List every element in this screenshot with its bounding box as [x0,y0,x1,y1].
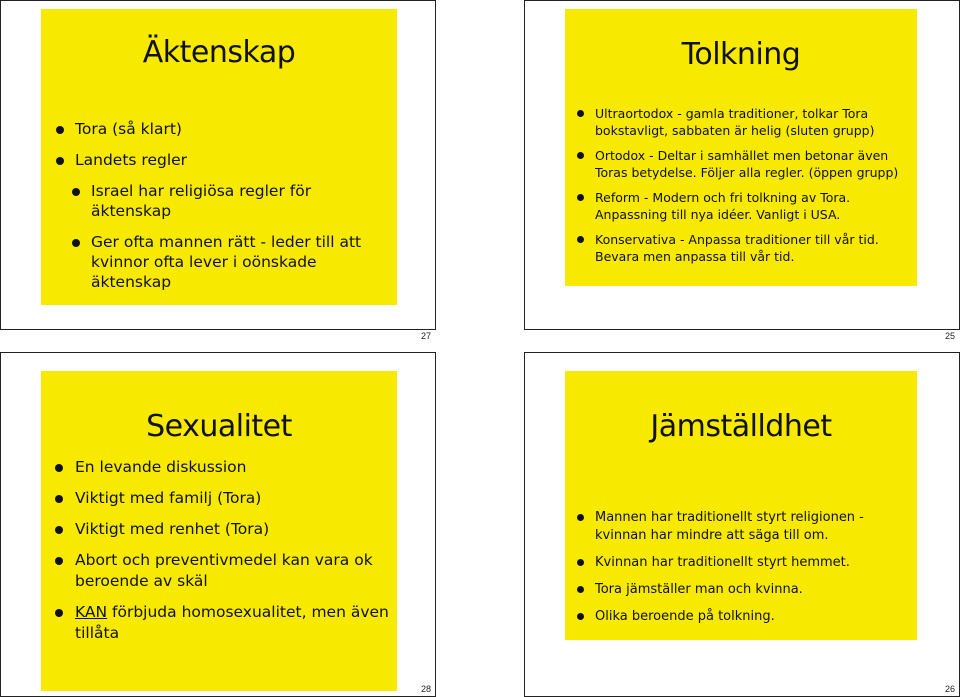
slide-tolkning [524,0,960,341]
slide-aktenskap [0,0,436,341]
bullet-icon [72,188,80,196]
bullet-item: Tora (så klart) [75,119,395,139]
bullet-item: KAN förbjuda homosexualitet, men även tillåta [75,602,395,644]
bullet-list [75,119,395,303]
slide-panel [565,9,917,286]
bullet-list [595,509,913,635]
bullet-icon [56,157,64,165]
bullet-item: Viktigt med familj (Tora) [75,488,395,509]
bullet-item: Landets regler [75,150,395,170]
page-number: 25 [944,331,955,341]
bullet-icon [577,236,584,243]
bullet-item: Olika beroende på tolkning. [595,608,913,626]
bullet-item: Abort och preventivmedel kan vara ok beroende av skäl [75,550,395,592]
bullet-icon [55,609,63,617]
bullet-item: Konservativa - Anpassa traditioner till vår tid. Bevara men anpassa till vår tid. [595,231,913,265]
bullet-icon [55,557,63,565]
bullet-icon [577,586,584,593]
bullet-icon [56,126,64,134]
bullet-list [75,457,395,654]
page-number: 28 [420,684,431,694]
bullet-item: En levande diskussion [75,457,395,478]
bullet-icon [55,526,63,534]
bullet-item: Tora jämställer man och kvinna. [595,581,913,599]
page-number: 26 [944,684,955,694]
bullet-icon [577,514,584,521]
bullet-item: Viktigt med renhet (Tora) [75,519,395,540]
bullet-icon [55,464,63,472]
bullet-icon [577,559,584,566]
bullet-item: Ultraortodox - gamla traditioner, tolkar Tora bokstavligt, sabbaten är helig (sluten grupp) [595,105,913,139]
bullet-item: Ortodox - Deltar i samhället men betonar även Toras betydelse. Följer alla regler. (öppen grupp) [595,147,913,181]
slide-title: Jämställdhet [650,409,832,444]
bullet-item: Mannen har traditionellt styrt religionen - kvinnan har mindre att säga till om. [595,509,913,545]
bullet-icon [55,495,63,503]
bullet-item: Kvinnan har traditionellt styrt hemmet. [595,554,913,572]
bullet-item: Reform - Modern och fri tolkning av Tora. Anpassning till nya idéer. Vanligt i USA. [595,189,913,223]
slide-sexualitet [0,352,436,697]
bullet-icon [577,152,584,159]
sub-bullet-item: Ger ofta mannen rätt - leder till att kvinnor ofta lever i oönskade äktenskap [91,232,395,292]
slide-title: Sexualitet [146,409,292,444]
slide-title: Tolkning [681,37,801,72]
page-number: 27 [420,331,431,341]
sub-bullet-item: Israel har religiösa regler för äktenskap [91,181,395,221]
slide-panel [565,371,917,640]
slide-jamstalldhet [524,352,960,697]
slide-panel [41,9,397,305]
bullet-icon [577,110,584,117]
bullet-icon [577,194,584,201]
bullet-icon [72,239,80,247]
slide-title: Äktenskap [142,35,296,70]
bullet-list [595,105,913,273]
bullet-icon [577,613,584,620]
